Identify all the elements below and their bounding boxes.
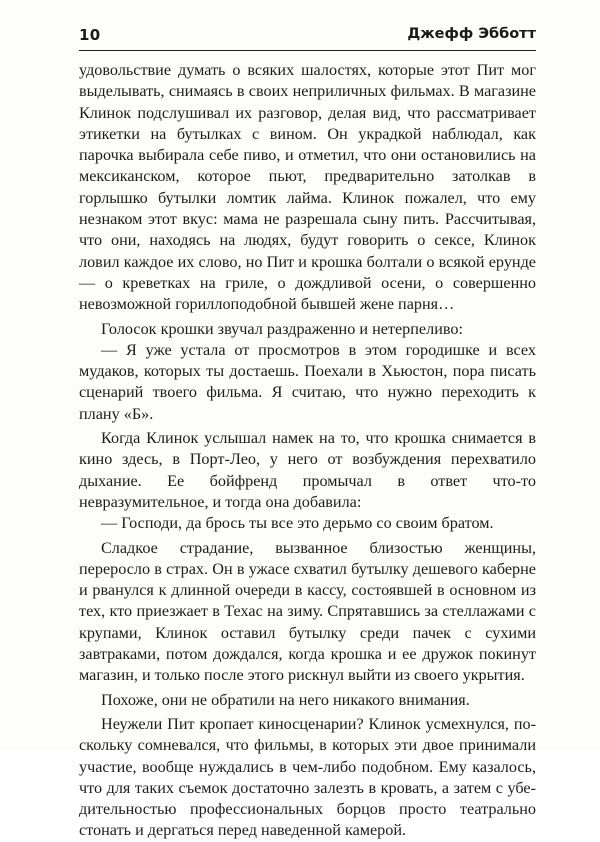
paragraph: Голосок крошки звучал раздраженно и нетерпеливо:: [101, 319, 463, 338]
running-title: Джефф Эбботт: [407, 26, 536, 42]
dialogue-paragraph: — Господи, да брось ты все это дерьмо со своим братом.: [101, 514, 494, 533]
dialogue-paragraph: — Я уже устала от просмотров в этом городишке и всех мудаков, которых ты достаешь. Поехали в Хьюстон, пора писать сценарий твоего фильма. Я считаю, что нужно переходить к плану «Б».: [79, 340, 536, 423]
paragraph: Похоже, они не обратили на него никакого внимания.: [101, 690, 470, 709]
paragraph: Сладкое страдание, вызванное близостью женщины, переросло в страх. Он в ужасе схватил бутылку дешевого каберне и рванулся к длинной очереди в кассу, состоявшей в основном из тех, кто приезжает в Техас на зиму. Спрятавшись за стеллажами с крупами, Клинок оставил бутылку среди пачек с сухими завтраками, потом дождался, когда крошка и ее дружок покинут магазин, и только после этого рискнул выйти из своего укрытия.: [79, 538, 536, 685]
paragraph: Когда Клинок услышал намек на то, что крошка снимается в кино здесь, в Порт-Лео, у него от возбуждения перехватило дыхание. Ее бойфренд промычал в ответ что-то невразумительное, и тогда она добавила:: [79, 429, 536, 511]
paragraph: Неужели Пит кропает киносценарии? Клинок усмехнулся, поскольку сомневался, что фильмы, в которых эти двое принимали участие, вообще нуждались в чем-либо подобном. Ему казалось, что для таких съемок достаточно залезть в кровать, а затем с убедительностью профессиональных борцов просто театрально стонать и дергаться перед наведенной камерой.: [79, 714, 536, 840]
paragraph: удовольствие думать о всяких шалостях, которые этот Пит мог выделывать, снимаясь в своих неприличных фильмах. В магазине Клинок подслушивал их разговор, делая вид, что рассматривает этикетки на бутылках с вином. Он украдкой наблюдал, как парочка выбирала себе пиво, и отметил, что они остановились на мексиканском, которое пьют, предварительно затолкав в горлышко бутылки ломтик лайма. Клинок пожалел, что ему незнаком этот вкус: мама не разрешала сыну пить. Рассчитывая, что они, находясь на людях, будут говорить о сексе, Клинок ловил каждое их слово, но Пит и крошка болтали о всякой ерунде — о креветках на гриле, о дождливой осени, о совершенно невозможной гориллоподобной бывшей жене парня…: [79, 61, 536, 314]
page-header: [79, 26, 536, 51]
body-text: [79, 60, 536, 842]
page-number: 10: [79, 26, 101, 44]
